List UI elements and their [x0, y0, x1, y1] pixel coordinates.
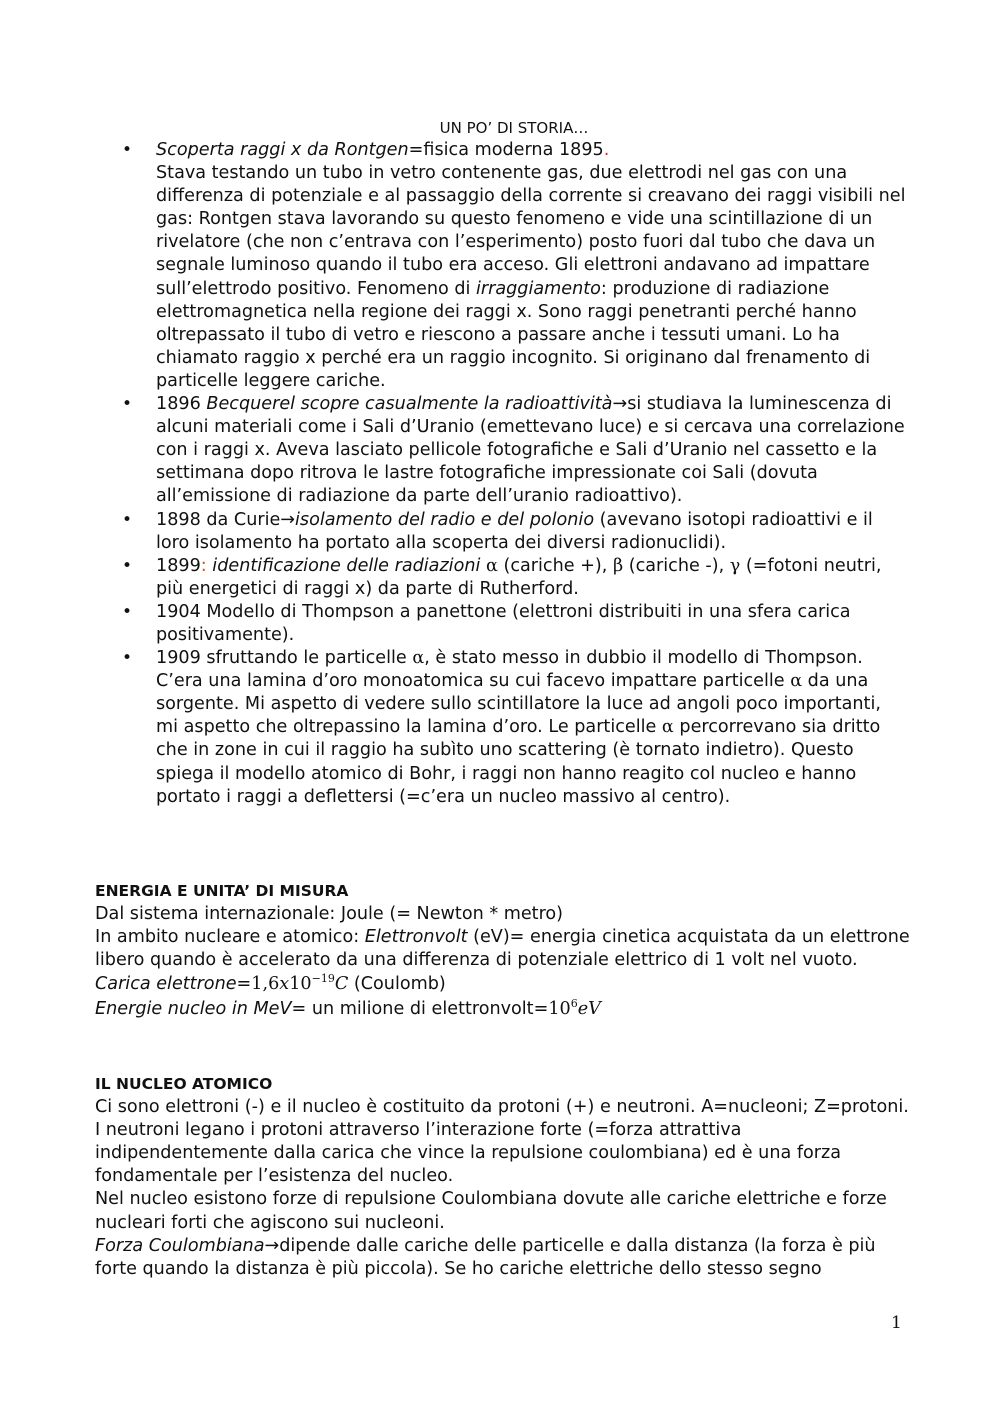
item-colon: : [200, 555, 207, 576]
bullet: • [122, 394, 133, 415]
list-item [122, 139, 908, 393]
alpha-symbol: α [485, 555, 498, 576]
beta-symbol: β [612, 555, 624, 576]
formula-exponent: −19 [311, 972, 335, 986]
paragraph-emphasis: Forza Coulombiana [95, 1235, 265, 1256]
item-year: 1899 [156, 555, 201, 576]
paragraph-text: In ambito nucleare e atomico: [95, 927, 365, 948]
list-item [122, 393, 908, 508]
bullet: • [122, 555, 133, 576]
item-year: 1898 da Curie [156, 509, 281, 530]
bullet: • [122, 140, 133, 160]
item-text: (cariche +), [497, 555, 613, 576]
formula-text: = un milione di elettronvolt= [291, 999, 549, 1020]
item-text: =fisica moderna 1895 [408, 140, 604, 160]
page-number: 1 [891, 1313, 902, 1333]
formula-tail: (Coulomb) [348, 974, 446, 995]
item-text: da una sorgente. Mi aspetto di vedere sullo scintillatore la luce ad angoli poco importanti, mi aspetto che oltrepassino la lamina d’oro. Le particelle [156, 671, 881, 738]
item-lead: Scoperta raggi x da Rontgen [156, 140, 409, 160]
item-year: 1896 [156, 394, 207, 415]
list-item [122, 509, 908, 555]
formula-line [95, 998, 915, 1021]
item-text: 1909 sfruttando le particelle [156, 648, 413, 669]
formula-base: 10 [289, 974, 312, 995]
item-emphasis: identificazione delle radiazioni [206, 555, 486, 576]
paragraph: Nel nucleo esistono forze di repulsione Coulombiana dovute alle cariche elettriche e forze nucleari forti che agiscono sui nucleoni. [95, 1189, 887, 1233]
item-text: , è stato messo in dubbio il modello di Thompson. C’era una lamina d’oro monoatomica su cui facevo impattare particelle [156, 648, 863, 692]
formula-label: Carica elettrone [95, 974, 237, 995]
item-text: (=fotoni neutri, più energetici di raggi x) da parte di Rutherford. [156, 555, 882, 599]
energy-section [95, 880, 915, 1022]
paragraph-text: dipende dalle cariche delle particelle e dalla distanza (la forza è più forte quando la distanza è più piccola). Se ho cariche elettriche dello stesso segno [95, 1235, 876, 1279]
bullet: • [122, 648, 133, 669]
formula-number: 1,6 [251, 974, 280, 995]
paragraph-text: (eV)= energia cinetica acquistata da un elettrone libero quando è accelerato da una differenza di potenziale elettrico di 1 volt nel vuoto. [95, 927, 910, 971]
list-item [122, 555, 908, 601]
formula-unit: C [334, 974, 349, 995]
alpha-symbol: α [790, 671, 803, 692]
list-item [122, 647, 908, 809]
list-item [122, 601, 908, 647]
paragraph: Ci sono elettroni (-) e il nucleo è costituito da protoni (+) e neutroni. A=nucleoni; Z=protoni. [95, 1097, 909, 1118]
formula-times: x [279, 974, 290, 995]
paragraph [95, 1235, 915, 1281]
item-tail: : produzione di radiazione elettromagnetica nella regione dei raggi x. Sono raggi penetranti perché hanno oltrepassato il tubo di vetro e riescono a passare anche i tessuti umani. Lo ha chiamato raggio x perché era un raggio incognito. Si originano dal frenamento di particelle leggere cariche. [156, 278, 871, 391]
formula-label: Energie nucleo in MeV [95, 999, 292, 1020]
item-emphasis: isolamento del radio e del polonio [295, 509, 595, 530]
item-body: si studiava la luminescenza di alcuni materiali come i Sali d’Uranio (emettevano luce) e si cercava una correlazione con i raggi x. Aveva lasciato pellicole fotografiche e Sali d’Uranio nel cassetto e la settimana dopo ritrova le lastre fotografiche impressionate coi Sali (dovuta all’emissione di radiazione da parte dell’uranio radioattivo). [156, 394, 905, 507]
item-emphasis: irraggiamento [476, 278, 601, 299]
section-heading: IL NUCLEO ATOMICO [95, 1075, 273, 1093]
paragraph: Dal sistema internazionale: Joule (= Newton * metro) [95, 904, 564, 925]
item-dot: . [603, 140, 610, 160]
equals-sign: = [236, 974, 252, 995]
item-body: 1904 Modello di Thompson a panettone (elettroni distribuiti in una sfera carica positivamente). [156, 601, 851, 645]
gamma-symbol: γ [729, 555, 741, 576]
paragraph: I neutroni legano i protoni attraverso l’interazione forte (=forza attrattiva indipendentemente dalla carica che vince la repulsione coulombiana) ed è una forza fondamentale per l’esistenza del nucleo. [95, 1120, 842, 1187]
formula-base: 10 [548, 999, 571, 1020]
paragraph [95, 926, 915, 972]
bullet: • [122, 509, 133, 530]
alpha-symbol: α [412, 648, 425, 669]
history-list [122, 139, 908, 809]
formula-line [95, 973, 915, 996]
formula-unit: eV [577, 999, 601, 1020]
arrow-icon: → [612, 394, 628, 415]
item-text: percorrevano sia dritto che in zone in cui il raggio ha subìto uno scattering (è tornato indietro). Questo spiega il modello atomico di Bohr, i raggi non hanno reagito col nucleo e hanno portato i raggi a deflettersi (=c’era un nucleo massivo al centro). [156, 717, 881, 807]
item-text: (cariche -), [623, 555, 730, 576]
item-body: (avevano isotopi radioattivi e il loro isolamento ha portato alla scoperta dei diversi radionuclidi). [156, 509, 873, 553]
item-body: Stava testando un tubo in vetro contenente gas, due elettrodi nel gas con una differenza di potenziale e al passaggio della corrente si creavano dei raggi visibili nel gas: Rontgen stava lavorando su questo fenomeno e vide una scintillazione di un rivelatore (che non c’entrava con l’esperimento) posto fuori dal tubo che dava un segnale luminoso quando il tubo era acceso. Gli elettroni andavano ad impattare sull’elettrodo positivo. Fenomeno di [156, 163, 906, 299]
formula-exponent: 6 [570, 997, 578, 1011]
bullet: • [122, 601, 133, 622]
item-emphasis: Becquerel scopre casualmente la radioattività [206, 394, 613, 415]
arrow-icon: → [280, 509, 296, 530]
section-heading: ENERGIA E UNITA’ DI MISURA [95, 882, 349, 900]
alpha-symbol: α [661, 717, 674, 738]
paragraph-emphasis: Elettronvolt [364, 927, 468, 948]
nucleus-section [95, 1073, 915, 1281]
page-title: UN PO’ DI STORIA… [439, 119, 589, 137]
arrow-icon: → [264, 1235, 280, 1256]
